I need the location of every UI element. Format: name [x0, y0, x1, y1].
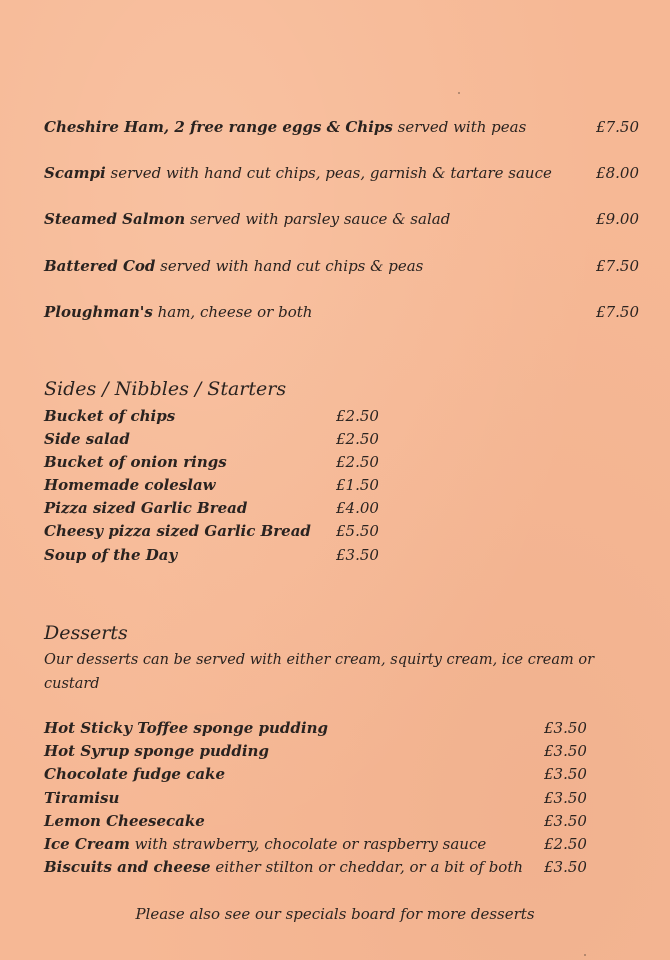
desserts-note: Our desserts can be served with either cream, squirty cream, ice cream or custard	[44, 652, 595, 692]
item-name: Cheshire Ham, 2 free range eggs & Chips	[44, 118, 393, 136]
main-item	[44, 161, 639, 185]
main-item	[44, 207, 639, 231]
item-name: Lemon Cheesecake	[44, 812, 205, 830]
item-price: £2.50	[336, 430, 379, 448]
item-price: £3.50	[544, 765, 587, 783]
item-description: either stilton or cheddar, or a bit of both	[210, 858, 524, 876]
dessert-item	[44, 856, 594, 879]
main-item	[44, 300, 639, 324]
dessert-item	[44, 717, 594, 740]
sides-section-title: Sides / Nibbles / Starters	[44, 378, 287, 400]
item-name: Biscuits and cheese	[44, 858, 211, 876]
side-item	[44, 474, 384, 497]
item-name: Soup of the Day	[44, 546, 178, 564]
side-item	[44, 544, 384, 567]
item-name: Scampi	[44, 164, 106, 182]
item-name: Cheesy pizza sized Garlic Bread	[44, 522, 311, 540]
item-name: Homemade coleslaw	[44, 476, 216, 494]
item-price: £5.50	[336, 522, 379, 540]
item-name: Bucket of chips	[44, 407, 176, 425]
main-item	[44, 254, 639, 278]
item-price: £7.50	[596, 257, 639, 275]
paper-speck	[458, 92, 460, 94]
dessert-item	[44, 810, 594, 833]
main-item	[44, 115, 639, 139]
side-item	[44, 451, 384, 474]
item-price: £3.50	[544, 858, 587, 876]
item-price: £2.50	[544, 835, 587, 853]
item-name: Ice Cream	[44, 835, 130, 853]
item-price: £4.00	[336, 499, 379, 517]
item-price: £2.50	[336, 453, 379, 471]
item-name: Ploughman's	[44, 303, 153, 321]
side-item	[44, 405, 384, 428]
dessert-item	[44, 740, 594, 763]
item-price: £3.50	[544, 789, 587, 807]
item-description: served with hand cut chips, peas, garnish & tartare sauce	[105, 164, 552, 182]
item-price: £2.50	[336, 407, 379, 425]
item-name: Bucket of onion rings	[44, 453, 227, 471]
side-item	[44, 497, 384, 520]
item-description: served with parsley sauce & salad	[185, 210, 451, 228]
item-name: Tiramisu	[44, 789, 120, 807]
item-name: Battered Cod	[44, 257, 156, 275]
item-name: Pizza sized Garlic Bread	[44, 499, 248, 517]
item-price: £3.50	[544, 812, 587, 830]
item-price: £7.50	[596, 303, 639, 321]
desserts-footer-note: Please also see our specials board for more desserts	[135, 905, 535, 923]
desserts-section-title: Desserts	[44, 622, 128, 644]
paper-speck	[584, 954, 586, 956]
item-description: with strawberry, chocolate or raspberry sauce	[129, 835, 487, 853]
item-price: £9.00	[596, 210, 639, 228]
item-price: £7.50	[596, 118, 639, 136]
item-price: £3.50	[336, 546, 379, 564]
item-price: £3.50	[544, 742, 587, 760]
dessert-item	[44, 763, 594, 786]
item-name: Hot Sticky Toffee sponge pudding	[44, 719, 328, 737]
dessert-item	[44, 787, 594, 810]
side-item	[44, 428, 384, 451]
item-name: Chocolate fudge cake	[44, 765, 225, 783]
item-name: Hot Syrup sponge pudding	[44, 742, 269, 760]
side-item	[44, 520, 384, 543]
item-description: ham, cheese or both	[152, 303, 313, 321]
dessert-item	[44, 833, 594, 856]
item-description: served with hand cut chips & peas	[155, 257, 424, 275]
item-price: £1.50	[336, 476, 379, 494]
item-price: £3.50	[544, 719, 587, 737]
item-description: served with peas	[392, 118, 527, 136]
item-price: £8.00	[596, 164, 639, 182]
item-name: Side salad	[44, 430, 130, 448]
item-name: Steamed Salmon	[44, 210, 186, 228]
